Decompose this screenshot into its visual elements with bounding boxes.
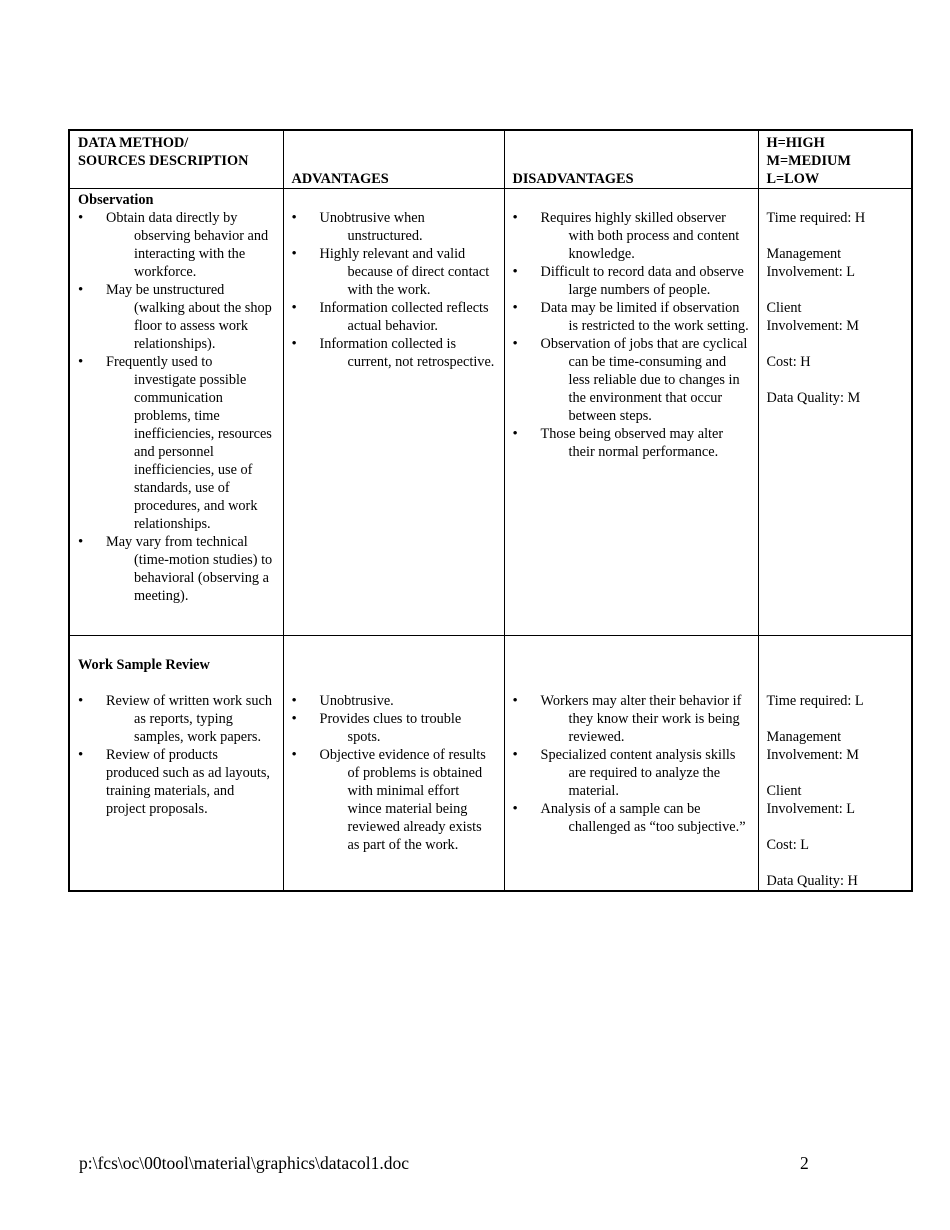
rating-client-label: Client <box>766 783 802 799</box>
observation-description-cell <box>69 189 283 636</box>
rating-client-label: Client <box>766 300 802 316</box>
list-item: • May vary from technical (time-motion studies) to behavioral (observing a meeting). <box>78 533 275 605</box>
observation-disadvantages-list <box>513 209 750 461</box>
list-item: • Frequently used to investigate possible communication problems, time inefficiencies, resources and personnel inefficiencies, use of standards, use of procedures, and work relationships. <box>78 353 275 533</box>
spacer <box>767 281 904 299</box>
spacer <box>292 191 496 209</box>
section-title-observation: Observation <box>78 192 154 208</box>
header-method-line1: DATA METHOD/ <box>78 135 189 151</box>
spacer <box>767 854 904 872</box>
spacer <box>292 656 496 674</box>
observation-description-list <box>78 209 275 605</box>
work-sample-disadvantages-cell <box>504 636 758 892</box>
rating-management-label: Management <box>766 246 842 262</box>
table-row-observation <box>69 189 912 636</box>
list-item: • Difficult to record data and observe large numbers of people. <box>513 263 750 299</box>
list-item: • Review of written work such as reports, typing samples, work papers. <box>78 692 275 746</box>
list-item: • Data may be limited if observation is restricted to the work setting. <box>513 299 750 335</box>
table-header-row <box>69 130 912 189</box>
rating-client: Involvement: M <box>766 318 860 334</box>
spacer <box>767 764 904 782</box>
spacer <box>767 674 904 692</box>
spacer <box>767 638 904 656</box>
list-item: • Obtain data directly by observing behavior and interacting with the workforce. <box>78 209 275 281</box>
list-item: • Requires highly skilled observer with both process and content knowledge. <box>513 209 750 263</box>
header-advantages: ADVANTAGES <box>283 130 504 189</box>
observation-advantages-cell <box>283 189 504 636</box>
list-item: • Unobtrusive when unstructured. <box>292 209 496 245</box>
rating-time: Time required: L <box>766 693 864 709</box>
observation-advantages-list <box>292 209 496 371</box>
rating-cost: Cost: H <box>766 354 811 370</box>
spacer <box>292 638 496 656</box>
list-item: • Workers may alter their behavior if they know their work is being reviewed. <box>513 692 750 746</box>
rating-client: Involvement: L <box>766 801 856 817</box>
spacer <box>513 638 750 656</box>
list-item: • Information collected reflects actual behavior. <box>292 299 496 335</box>
spacer <box>767 335 904 353</box>
list-item: • Observation of jobs that are cyclical can be time-consuming and less reliable due to changes in the environment that occur between steps. <box>513 335 750 425</box>
section-title-work-sample: Work Sample Review <box>78 657 210 673</box>
list-item: • Those being observed may alter their normal performance. <box>513 425 750 461</box>
rating-management: Involvement: L <box>766 264 856 280</box>
key-low: L=LOW <box>766 171 820 187</box>
list-item: • Objective evidence of results of problems is obtained with minimal effort wince material being reviewed already exists as part of the work. <box>292 746 496 854</box>
spacer <box>78 638 275 656</box>
list-item: • Provides clues to trouble spots. <box>292 710 496 746</box>
rating-cost: Cost: L <box>766 837 809 853</box>
work-sample-description-cell <box>69 636 283 892</box>
spacer <box>513 191 750 209</box>
rating-time: Time required: H <box>766 210 866 226</box>
header-method-line2: SOURCES DESCRIPTION <box>78 153 249 169</box>
spacer <box>767 371 904 389</box>
rating-management-label: Management <box>766 729 842 745</box>
spacer <box>767 191 904 209</box>
list-item: • Review of products produced such as ad layouts, training materials, and project proposals. <box>78 746 275 818</box>
rating-management: Involvement: M <box>766 747 860 763</box>
spacer <box>767 227 904 245</box>
work-sample-advantages-cell <box>283 636 504 892</box>
table-row-work-sample <box>69 636 912 892</box>
file-path: p:\fcs\oc\00tool\material\graphics\datacol1.doc <box>79 1153 409 1173</box>
spacer <box>767 818 904 836</box>
page-number: 2 <box>800 1153 809 1173</box>
rating-data-quality: Data Quality: H <box>766 873 858 889</box>
list-item: • Highly relevant and valid because of direct contact with the work. <box>292 245 496 299</box>
spacer <box>767 710 904 728</box>
work-sample-advantages-list <box>292 692 496 854</box>
header-disadvantages: DISADVANTAGES <box>504 130 758 189</box>
header-method <box>69 130 283 189</box>
list-item: • Specialized content analysis skills are required to analyze the material. <box>513 746 750 800</box>
rating-data-quality: Data Quality: M <box>766 390 861 406</box>
work-sample-ratings-cell <box>758 636 912 892</box>
list-item: • Analysis of a sample can be challenged as “too subjective.” <box>513 800 750 836</box>
list-item: • Unobtrusive. <box>292 692 496 710</box>
spacer <box>513 656 750 674</box>
key-high: H=HIGH <box>766 135 825 151</box>
data-methods-table <box>68 129 913 892</box>
observation-ratings-cell <box>758 189 912 636</box>
header-rating-key <box>758 130 912 189</box>
list-item: • Information collected is current, not retrospective. <box>292 335 496 371</box>
work-sample-description-list <box>78 692 275 818</box>
spacer <box>513 674 750 692</box>
work-sample-disadvantages-list <box>513 692 750 836</box>
observation-disadvantages-cell <box>504 189 758 636</box>
spacer <box>767 656 904 674</box>
spacer <box>292 674 496 692</box>
spacer <box>78 674 275 692</box>
key-medium: M=MEDIUM <box>766 153 851 169</box>
list-item: • May be unstructured (walking about the shop floor to assess work relationships). <box>78 281 275 353</box>
